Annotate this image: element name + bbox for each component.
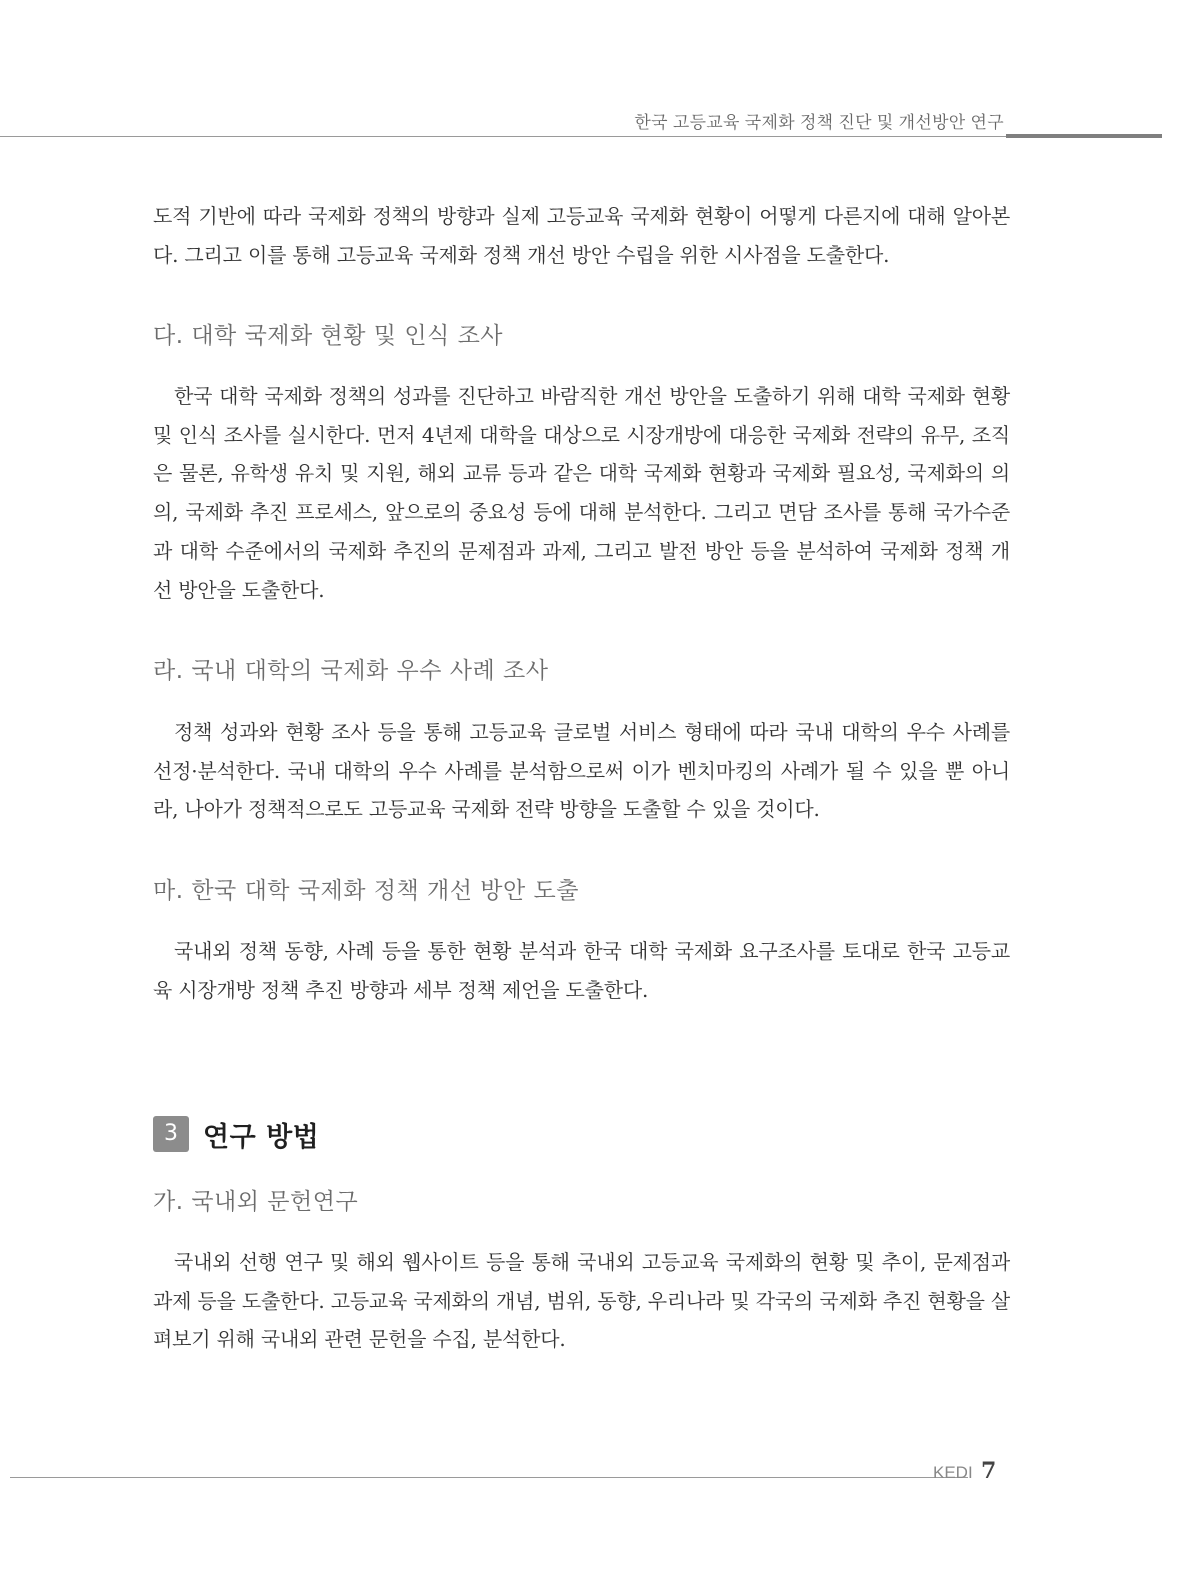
section-number-badge: 3 — [153, 1116, 189, 1152]
footer-divider — [10, 1477, 968, 1478]
header-divider — [0, 136, 1006, 137]
section-heading-3 — [153, 1114, 319, 1154]
subsection-paragraph-ga: 국내외 선행 연구 및 해외 웹사이트 등을 통해 국내외 고등교육 국제화의 현황 및 추이, 문제점과 과제 등을 도출한다. 고등교육 국제화의 개념, 범위, 동향, 우리나라 및 각국의 국제화 추진 현황을 살펴보기 위해 국내외 관련 문헌을 수집, 분석한다. — [153, 1250, 1010, 1352]
subsection-heading-ra: 라. 국내 대학의 국제화 우수 사례 조사 — [153, 658, 549, 684]
header-divider-accent — [1006, 134, 1162, 138]
subsection-paragraph-ma: 국내외 정책 동향, 사례 등을 통한 현황 분석과 한국 대학 국제화 요구조사를 토대로 한국 고등교육 시장개방 정책 추진 방향과 세부 정책 제언을 도출한다. — [153, 939, 1010, 1002]
intro-paragraph: 도적 기반에 따라 국제화 정책의 방향과 실제 고등교육 국제화 현황이 어떻게 다른지에 대해 알아본다. 그리고 이를 통해 고등교육 국제화 정책 개선 방안 수립을 위한 시사점을 도출한다. — [153, 204, 1010, 267]
subsection-heading-ga: 가. 국내외 문헌연구 — [153, 1189, 359, 1215]
page-number: 7 — [981, 1458, 997, 1484]
subsection-heading-ma: 마. 한국 대학 국제화 정책 개선 방안 도출 — [153, 878, 579, 904]
footer-publisher-label: KEDI — [933, 1463, 973, 1482]
subsection-heading-da: 다. 대학 국제화 현황 및 인식 조사 — [153, 323, 504, 349]
subsection-paragraph-ra: 정책 성과와 현황 조사 등을 통해 고등교육 글로벌 서비스 형태에 따라 국내 대학의 우수 사례를 선정·분석한다. 국내 대학의 우수 사례를 분석함으로써 이가 벤치마킹의 사례가 될 수 있을 뿐 아니라, 나아가 정책적으로도 고등교육 국제화 전략 방향을 도출할 수 있을 것이다. — [153, 720, 1010, 822]
section-title: 연구 방법 — [203, 1121, 320, 1153]
running-header-title: 한국 고등교육 국제화 정책 진단 및 개선방안 연구 — [634, 113, 1004, 132]
subsection-paragraph-da: 한국 대학 국제화 정책의 성과를 진단하고 바람직한 개선 방안을 도출하기 위해 대학 국제화 현황 및 인식 조사를 실시한다. 먼저 4년제 대학을 대상으로 시장개방에 대응한 국제화 전략의 유무, 조직은 물론, 유학생 유치 및 지원, 해외 교류 등과 같은 대학 국제화 현황과 국제화 필요성, 국제화의 의의, 국제화 추진 프로세스, 앞으로의 중요성 등에 대해 분석한다. 그리고 면담 조사를 통해 국가수준과 대학 수준에서의 국제화 추진의 문제점과 과제, 그리고 발전 방안 등을 분석하여 국제화 정책 개선 방안을 도출한다. — [153, 384, 1010, 602]
